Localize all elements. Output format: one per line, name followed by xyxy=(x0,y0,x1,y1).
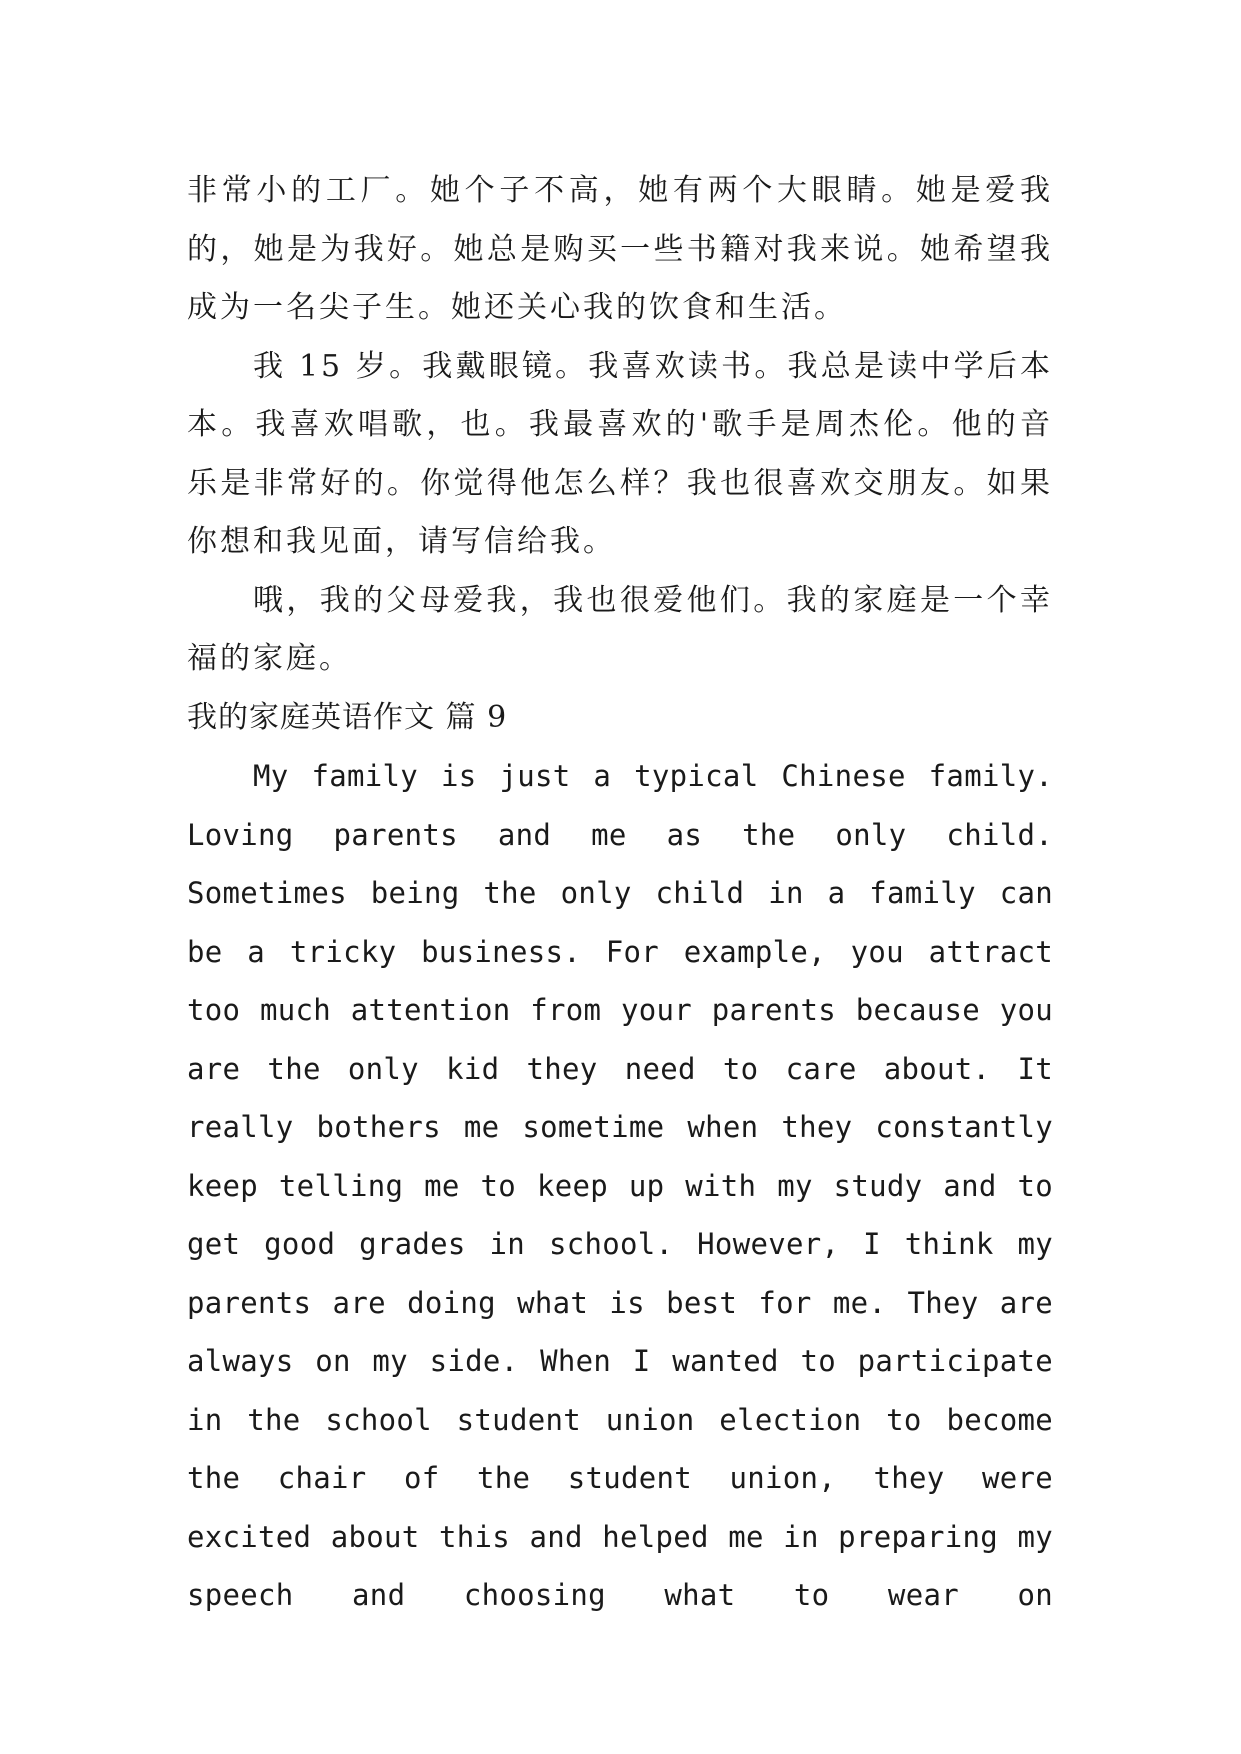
paragraph-english: My family is just a typical Chinese family. Loving parents and me as the only child. Sometimes being the only child in a family can be a tricky business. For example, you attract too much attention from your parents because you are the only kid they need to care about. It really bothers me sometime when they constantly keep telling me to keep up with my study and to get good grades in school. However, I think my parents are doing what is best for me. They are always on my side. When I wanted to participate in the school student union election to become the chair of the student union, they were excited about this and helped me in preparing my speech and choosing what to wear on xyxy=(187,759,1053,1612)
document-body xyxy=(187,162,1053,1625)
paragraph-continued: 非常小的工厂。她个子不高，她有两个大眼睛。她是爱我的，她是为我好。她总是购买一些书籍对我来说。她希望我成为一名尖子生。她还关心我的饮食和生活。 xyxy=(187,173,1053,325)
paragraph-conclusion: 哦，我的父母爱我，我也很爱他们。我的家庭是一个幸福的家庭。 xyxy=(187,582,1053,676)
paragraph-self-intro: 我 15 岁。我戴眼镜。我喜欢读书。我总是读中学后本本。我喜欢唱歌，也。我最喜欢的'歌手是周杰伦。他的音乐是非常好的。你觉得他怎么样？我也很喜欢交朋友。如果你想和我见面，请写信给我。 xyxy=(187,348,1053,559)
section-heading: 我的家庭英语作文 篇 9 xyxy=(187,699,508,735)
